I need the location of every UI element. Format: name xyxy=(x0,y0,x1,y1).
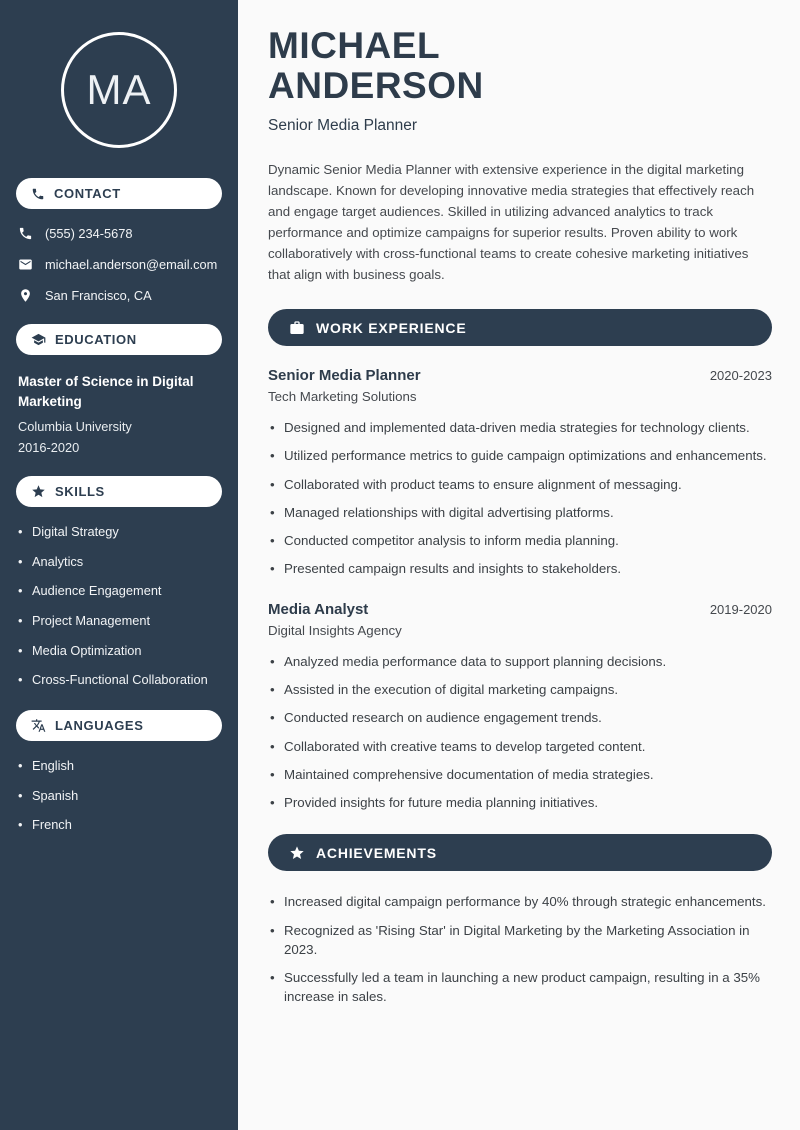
contact-phone xyxy=(18,226,220,241)
skills-section xyxy=(16,476,222,689)
avatar xyxy=(61,32,177,148)
education-section-header xyxy=(16,324,222,355)
languages-section-title: LANGUAGES xyxy=(55,717,144,733)
graduation-cap-icon xyxy=(31,332,46,347)
skill-item: • Cross-Functional Collaboration xyxy=(18,672,220,689)
contact-location xyxy=(18,288,220,303)
name-heading xyxy=(268,26,772,105)
languages-section-header xyxy=(16,710,222,741)
job-bullet: • Conducted research on audience engagement trends. xyxy=(268,708,772,727)
job-header xyxy=(268,601,772,618)
last-name: ANDERSON xyxy=(268,64,484,106)
job-company: Digital Insights Agency xyxy=(268,622,402,638)
contact-phone-value: (555) 234-5678 xyxy=(45,226,133,241)
skill-item: • Digital Strategy xyxy=(18,524,220,541)
achievement-bullet: • Successfully led a team in launching a new product campaign, resulting in a 35% increase in sales. xyxy=(268,968,772,1007)
job-role: Senior Media Planner xyxy=(268,367,421,385)
job-dates: 2019-2020 xyxy=(709,601,772,617)
languages-section xyxy=(16,710,222,834)
contact-section-header xyxy=(16,178,222,209)
job-bullet-list xyxy=(268,418,772,579)
briefcase-icon xyxy=(289,320,305,336)
education-years: 2016-2020 xyxy=(18,440,80,456)
phone-icon xyxy=(18,226,33,241)
education-section xyxy=(16,324,222,455)
mail-icon xyxy=(18,257,33,272)
achievements-title: ACHIEVEMENTS xyxy=(316,844,437,861)
first-name: MICHAEL xyxy=(268,25,441,66)
work-experience-header xyxy=(268,309,772,346)
translate-icon xyxy=(31,718,46,733)
skill-item: • Project Management xyxy=(18,613,220,630)
contact-location-value: San Francisco, CA xyxy=(45,288,152,303)
sidebar xyxy=(0,0,238,1130)
main-content xyxy=(238,0,800,1130)
headline-job-title: Senior Media Planner xyxy=(268,117,418,135)
job-company: Tech Marketing Solutions xyxy=(268,389,417,405)
contact-email xyxy=(18,257,220,272)
job-bullet: • Conducted competitor analysis to inform media planning. xyxy=(268,531,772,550)
job-bullet: • Presented campaign results and insights to stakeholders. xyxy=(268,559,772,578)
location-pin-icon xyxy=(18,288,33,303)
education-school: Columbia University xyxy=(18,419,132,435)
education-degree: Master of Science in Digital Marketing xyxy=(18,374,194,409)
language-item: • English xyxy=(18,758,220,775)
job-bullet: • Assisted in the execution of digital marketing campaigns. xyxy=(268,680,772,699)
languages-list xyxy=(18,758,220,834)
job-bullet: • Analyzed media performance data to support planning decisions. xyxy=(268,652,772,671)
job-bullet: • Collaborated with creative teams to develop targeted content. xyxy=(268,737,772,756)
star-icon xyxy=(289,845,305,861)
job-bullet: • Maintained comprehensive documentation of media strategies. xyxy=(268,765,772,784)
job-bullet: • Designed and implemented data-driven media strategies for technology clients. xyxy=(268,418,772,437)
job-bullet-list xyxy=(268,652,772,813)
skill-item: • Media Optimization xyxy=(18,643,220,660)
job-header xyxy=(268,367,772,384)
skill-item: • Audience Engagement xyxy=(18,583,220,600)
job-bullet: • Provided insights for future media planning initiatives. xyxy=(268,793,772,812)
contact-email-value: michael.anderson@email.com xyxy=(45,257,218,272)
job-entry xyxy=(268,367,772,579)
language-item: • French xyxy=(18,817,220,834)
star-icon xyxy=(31,484,46,499)
phone-icon xyxy=(31,187,45,201)
achievements-header xyxy=(268,834,772,871)
skills-section-title: SKILLS xyxy=(55,484,105,500)
contact-section-title: CONTACT xyxy=(54,186,121,201)
job-entry xyxy=(268,601,772,813)
achievement-bullet: • Recognized as 'Rising Star' in Digital Marketing by the Marketing Association in 2023. xyxy=(268,921,772,960)
achievements-list xyxy=(268,892,772,1006)
job-bullet: • Collaborated with product teams to ensure alignment of messaging. xyxy=(268,475,772,494)
job-role: Media Analyst xyxy=(268,600,369,618)
achievement-bullet: • Increased digital campaign performance by 40% through strategic enhancements. xyxy=(268,892,772,911)
contact-section xyxy=(16,178,222,303)
skill-item: • Analytics xyxy=(18,554,220,571)
job-bullet: • Utilized performance metrics to guide campaign optimizations and enhancements. xyxy=(268,446,772,465)
education-section-title: EDUCATION xyxy=(55,332,137,347)
work-experience-title: WORK EXPERIENCE xyxy=(316,319,467,336)
avatar-initials: MA xyxy=(86,66,152,113)
language-item: • Spanish xyxy=(18,788,220,805)
skills-section-header xyxy=(16,476,222,507)
summary-paragraph: Dynamic Senior Media Planner with extensive experience in the digital marketing landscape. Known for developing innovative media strategies that effectively reach and engage target audiences. Skilled in utilizing advanced analytics to track performance and optimize campaigns for superior results. Proven ability to work collaboratively with cross-functional teams to create cohesive marketing initiatives that align with business goals. xyxy=(268,162,755,283)
skills-list xyxy=(18,524,220,689)
job-dates: 2020-2023 xyxy=(709,368,772,384)
job-bullet: • Managed relationships with digital advertising platforms. xyxy=(268,503,772,522)
